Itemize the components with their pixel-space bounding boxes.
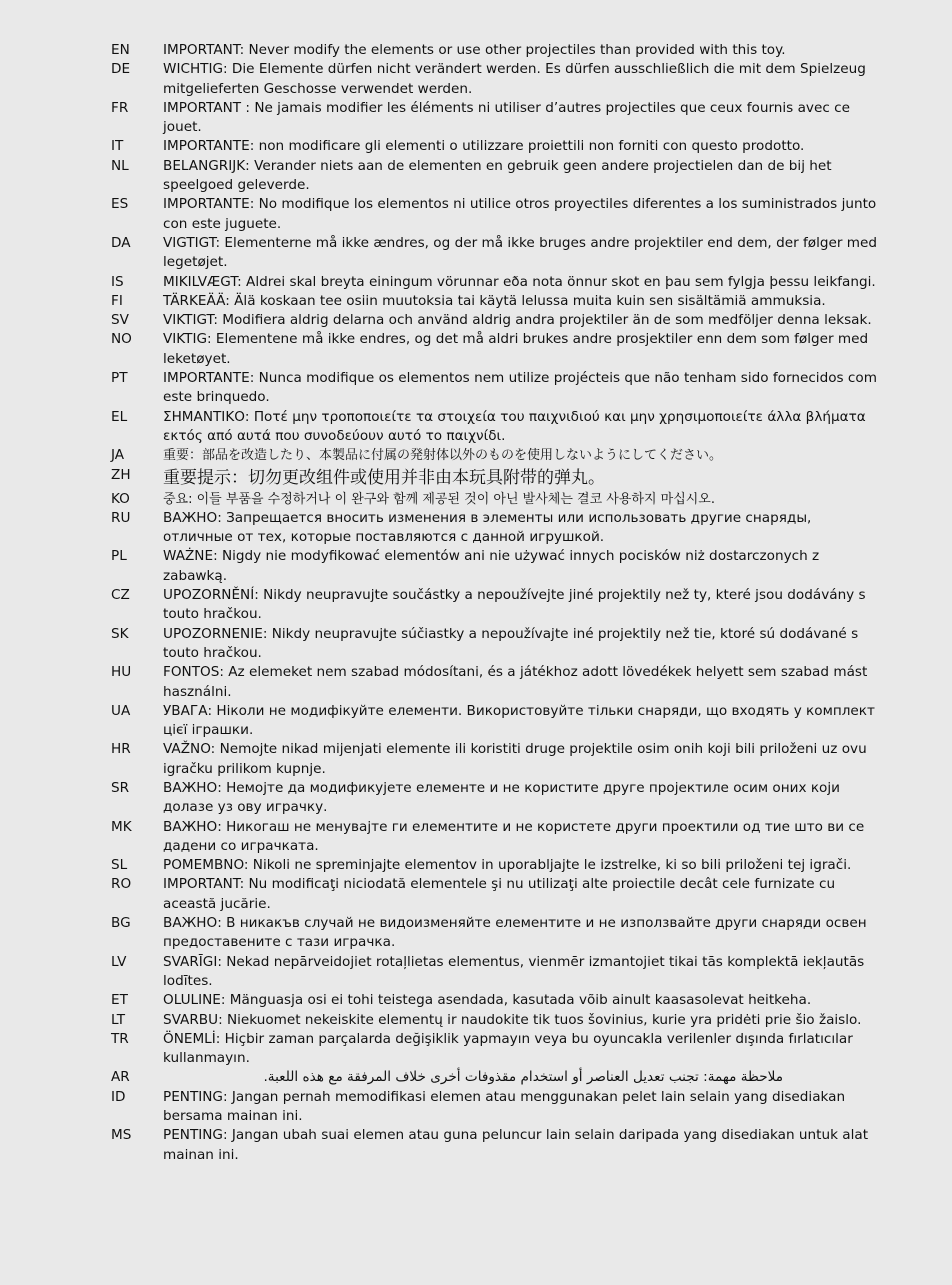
warning-text: MIKILVÆGT: Aldrei skal breyta einingum vörunnar eða nota önnur skot en þau sem fylgja þessu leikfangi.	[163, 273, 876, 290]
warning-text: 중요: 이들 부품을 수정하거나 이 완구와 함께 제공된 것이 아닌 발사체는 결코 사용하지 마십시오.	[163, 491, 715, 507]
language-code: FI	[111, 292, 123, 309]
warning-entry-hu	[0, 663, 952, 702]
language-code: RO	[111, 876, 132, 893]
language-code: SR	[111, 779, 130, 796]
language-code: HR	[111, 741, 131, 758]
language-code: DA	[111, 234, 131, 251]
warning-text: VIGTIGT: Elementerne må ikke ændres, og der må ikke bruges andre projektiler end dem, der følger med legetøjet.	[163, 234, 877, 271]
language-code: IT	[111, 138, 124, 155]
language-code: CZ	[111, 587, 130, 604]
warning-entry-ms	[0, 1126, 952, 1165]
language-code: SK	[111, 625, 129, 642]
warning-text: ملاحظة مهمة: تجنب تعديل العناصر أو استخدام مقذوفات أخرى خلاف المرفقة مع هذه اللعبة.	[263, 1069, 783, 1086]
warning-text: VIKTIGT: Modifiera aldrig delarna och använd aldrig andra projektiler än de som medföljer denna leksak.	[163, 312, 872, 329]
warning-entry-lv	[0, 953, 952, 992]
warning-entry-sv	[0, 311, 952, 330]
language-code: HU	[111, 664, 132, 681]
warning-text: 重要提示：切勿更改组件或使用并非由本玩具附带的弹丸。	[163, 467, 605, 488]
warning-entry-pt	[0, 369, 952, 408]
bottom-edge	[0, 1275, 952, 1285]
warning-entry-nl	[0, 157, 952, 196]
warning-entry-es	[0, 195, 952, 234]
language-code: JA	[111, 447, 125, 464]
warning-text: UPOZORNĚNÍ: Nikdy neupravujte součástky a nepoužívejte jiné projektily než ty, které jsou dodávány s touto hračkou.	[163, 587, 866, 623]
warning-entry-ko	[0, 490, 952, 509]
warning-text: IMPORTANT : Ne jamais modifier les éléments ni utiliser d’autres projectiles que ceux fournis avec ce jouet.	[163, 99, 850, 136]
warning-entry-da	[0, 234, 952, 273]
warning-text: WAŻNE: Nigdy nie modyfikować elementów ani nie używać innych pocisków niż dostarczonych z zabawką.	[163, 548, 820, 584]
language-code: EN	[111, 42, 130, 58]
language-code: AR	[111, 1069, 130, 1086]
language-code: ZH	[111, 466, 131, 483]
language-code: KO	[111, 490, 130, 507]
language-code: EL	[111, 408, 128, 425]
language-code: TR	[111, 1030, 129, 1047]
language-code: LT	[111, 1011, 126, 1028]
language-code: LV	[111, 953, 127, 970]
warning-entry-lt	[0, 1011, 952, 1030]
warning-entry-de	[0, 60, 952, 99]
warning-entry-fr	[0, 99, 952, 138]
warning-entry-ja	[0, 446, 952, 465]
warning-text: 重要：部品を改造したり、本製品に付属の発射体以外のものを使用しないようにしてください。	[163, 448, 723, 464]
warning-text: IMPORTANTE: No modifique los elementos ni utilice otros proyectiles diferentes a los suministrados junto con este juguete.	[163, 196, 877, 232]
language-code: UA	[111, 702, 131, 719]
language-code: MS	[111, 1127, 132, 1144]
warning-text: УВАГА: Ніколи не модифікуйте елементи. Використовуйте тільки снаряди, що входять у комплект цієї іграшки.	[163, 702, 875, 739]
warning-entry-mk	[0, 818, 952, 857]
warning-list	[0, 41, 952, 1165]
warning-text: SVARĪGI: Nekad nepārveidojiet rotaļlietas elementus, vienmēr izmantojiet tikai tās komplektā iekļautās lodītes.	[163, 953, 865, 989]
language-code: ID	[111, 1088, 126, 1105]
language-code: IS	[111, 273, 124, 290]
warning-entry-bg	[0, 914, 952, 953]
warning-text: SVARBU: Niekuomet nekeiskite elementų ir naudokite tik tuos šovinius, kurie yra pridėti prie šio žaislo.	[163, 1011, 862, 1028]
language-code: SV	[111, 312, 129, 329]
warning-text: IMPORTANT: Never modify the elements or use other projectiles than provided with this toy.	[163, 42, 786, 58]
warning-text: ÖNEMLİ: Hiçbir zaman parçalarda değişiklik yapmayın veya bu oyuncakla verilenler dışında fırlatıcılar kullanmayın.	[163, 1030, 853, 1067]
warning-entry-zh	[0, 466, 952, 490]
warning-text: ΣΗΜΑΝΤΙΚΟ: Ποτέ μην τροποποιείτε τα στοιχεία του παιχνιδιού και μην χρησιμοποιείτε άλλα βλήματα εκτός από αυτά που συνοδεύουν αυτό το παιχνίδι.	[163, 408, 866, 444]
warning-entry-ru	[0, 509, 952, 548]
warning-text: TÄRKEÄÄ: Älä koskaan tee osiin muutoksia tai käytä lelussa muita kuin sen sisältämiä ammuksia.	[163, 292, 826, 309]
warning-text: PENTING: Jangan pernah memodifikasi elemen atau menggunakan pelet lain selain yang disediakan bersama mainan ini.	[163, 1088, 846, 1125]
warning-text: VAŽNO: Nemojte nikad mijenjati elemente ili koristiti druge projektile osim onih koji bili priloženi uz ovu igračku prilikom kupnje.	[163, 741, 867, 777]
language-code: FR	[111, 99, 129, 116]
language-code: PT	[111, 370, 128, 387]
warning-entry-is	[0, 273, 952, 292]
warning-entry-sk	[0, 625, 952, 664]
warning-text: ВАЖНО: Никогаш не менувајте ги елементите и не користете други проектили од тие што ви се дадени со играчката.	[163, 818, 865, 854]
language-code: RU	[111, 509, 131, 526]
warning-entry-pl	[0, 547, 952, 586]
warning-text: FONTOS: Az elemeket nem szabad módosítani, és a játékhoz adott lövedékek helyett sem szabad mást használni.	[163, 664, 868, 700]
warning-entry-ua	[0, 702, 952, 741]
warning-entry-hr	[0, 740, 952, 779]
language-code: ES	[111, 196, 129, 213]
warning-text: ВАЖНО: Немојте да модификујете елементе и не користите друге пројектиле осим оних који долазе уз ову играчку.	[163, 779, 840, 816]
warning-text: PENTING: Jangan ubah suai elemen atau guna peluncur lain selain daripada yang disediakan untuk alat mainan ini.	[163, 1127, 869, 1163]
language-code: DE	[111, 61, 131, 78]
warning-entry-fi	[0, 292, 952, 311]
warning-entry-cz	[0, 586, 952, 625]
warning-entry-no	[0, 330, 952, 369]
warning-entry-it	[0, 137, 952, 156]
warning-entry-el	[0, 408, 952, 447]
warning-entry-ro	[0, 875, 952, 914]
warning-text: WICHTIG: Die Elemente dürfen nicht verändert werden. Es dürfen ausschließlich die mit dem Spielzeug mitgelieferten Geschosse verwendet werden.	[163, 61, 866, 97]
warning-text: BELANGRIJK: Verander niets aan de elementen en gebruik geen andere projectielen dan de bij het speelgoed geleverde.	[163, 157, 832, 194]
warning-text: OLULINE: Mänguasja osi ei tohi teistega asendada, kasutada võib ainult kaasasolevat heitkeha.	[163, 992, 812, 1009]
warning-text: POMEMBNO: Nikoli ne spreminjajte elementov in uporabljajte le izstrelke, ki so bili priloženi tej igrači.	[163, 857, 852, 874]
language-code: NO	[111, 331, 132, 348]
warning-text: VIKTIG: Elementene må ikke endres, og det må aldri brukes andre prosjektiler enn dem som følger med leketøyet.	[163, 331, 869, 367]
language-code: SL	[111, 857, 128, 874]
warning-text: UPOZORNENIE: Nikdy neupravujte súčiastky a nepoužívajte iné projektily než tie, ktoré sú dodávané s touto hračkou.	[163, 625, 859, 661]
warning-entry-sl	[0, 856, 952, 875]
warning-entry-id	[0, 1088, 952, 1127]
warning-text: ВАЖНО: В никакъв случай не видоизменяйте елементите и не използвайте други снаряди освен предоставените с тази играчка.	[163, 915, 867, 951]
warning-entry-tr	[0, 1030, 952, 1069]
warning-text: IMPORTANT: Nu modificaţi niciodată elementele şi nu utilizaţi alte proiectile decât cele furnizate cu această jucărie.	[163, 876, 836, 912]
warning-text: IMPORTANTE: non modificare gli elementi o utilizzare proiettili non forniti con questo prodotto.	[163, 138, 805, 155]
language-code: PL	[111, 548, 127, 565]
warning-entry-sr	[0, 779, 952, 818]
warning-entry-ar	[0, 1068, 952, 1087]
warning-entry-en	[0, 41, 952, 60]
warning-entry-et	[0, 991, 952, 1010]
language-code: NL	[111, 157, 129, 174]
language-code: ET	[111, 992, 128, 1009]
warning-text: ВАЖНО: Запрещается вносить изменения в элементы или использовать другие снаряды, отличные от тех, которые поставляются с данной игрушкой.	[163, 509, 812, 546]
language-code: BG	[111, 915, 131, 932]
language-code: MK	[111, 818, 132, 835]
warning-text: IMPORTANTE: Nunca modifique os elementos nem utilize projécteis que não tenham sido fornecidos com este brinquedo.	[163, 370, 877, 406]
